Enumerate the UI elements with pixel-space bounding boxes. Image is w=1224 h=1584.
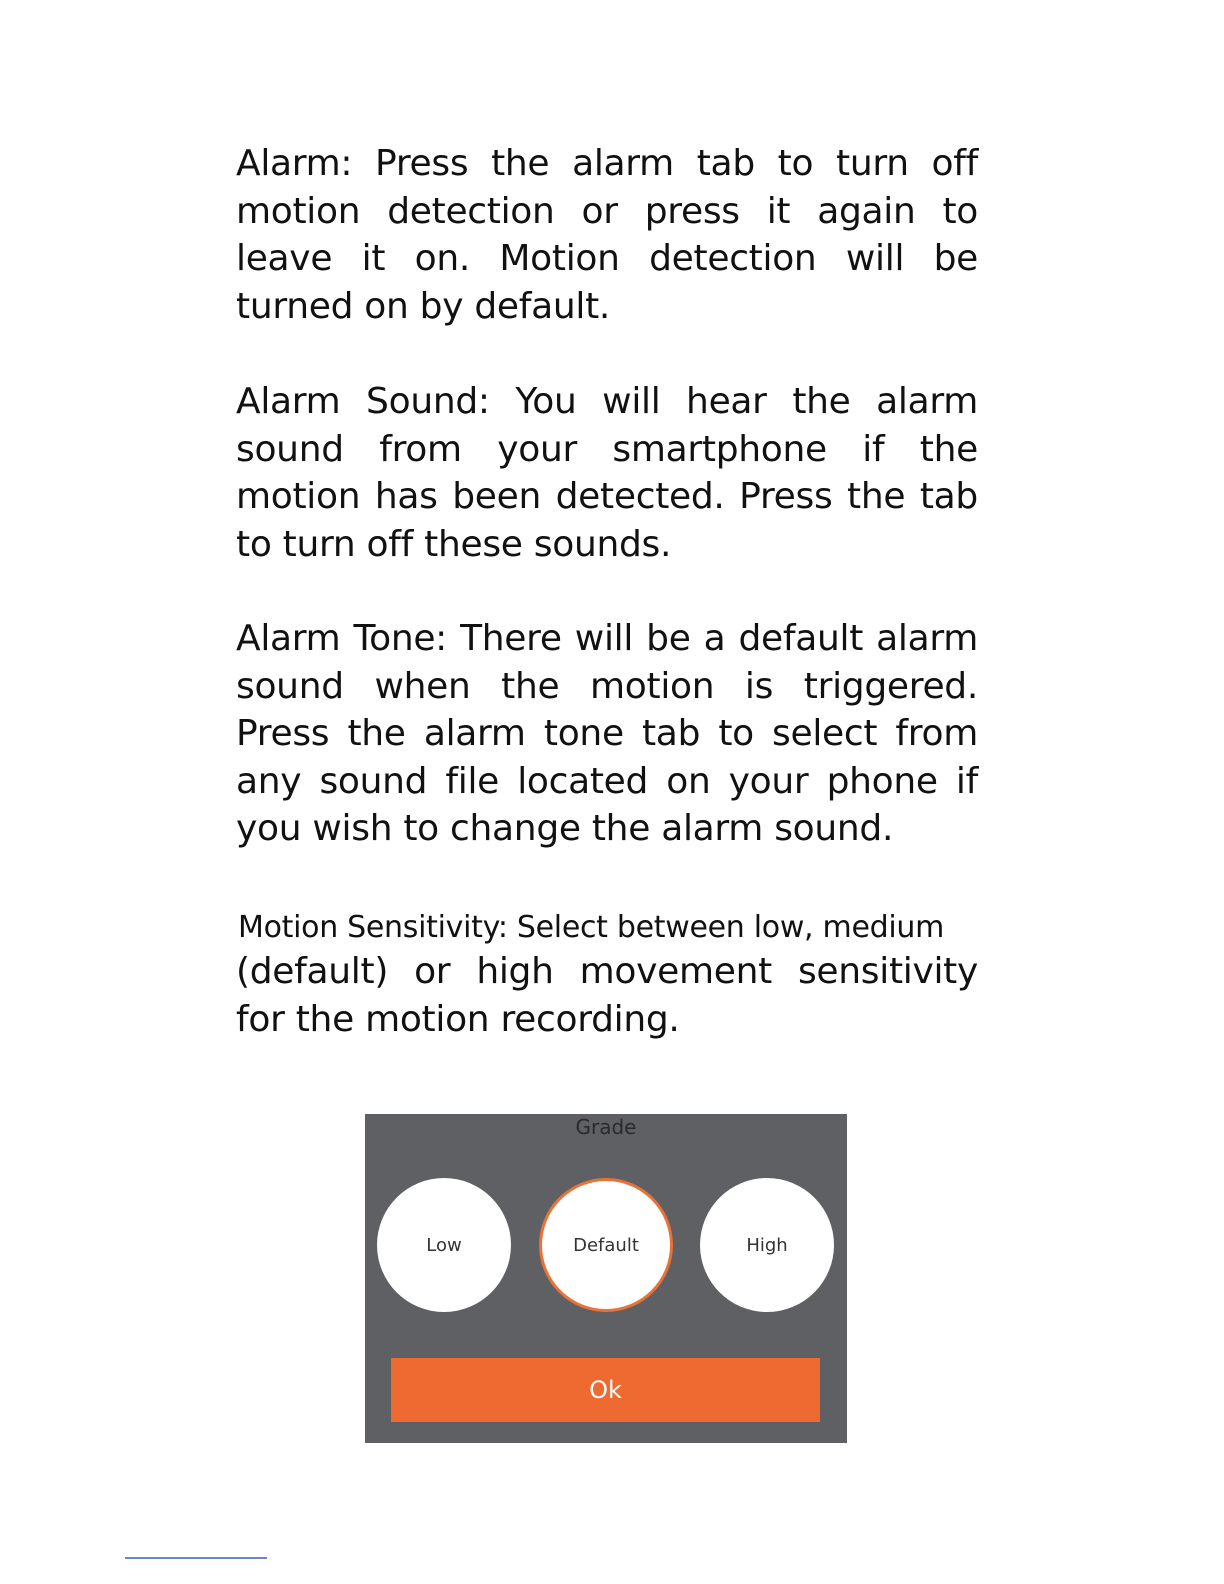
alarm-sound-paragraph: Alarm Sound: You will hear the alarm sound from your smartphone if the motion has been detected. Press the tab to turn off these sounds. [236, 381, 978, 565]
dialog-title: Grade [575, 1115, 637, 1139]
sensitivity-grade-dialog [365, 1114, 847, 1443]
motion-sensitivity-lead: Motion Sensitivity: Select between low, medium [238, 910, 945, 945]
option-low-button[interactable]: Low [377, 1178, 511, 1312]
option-default-button[interactable]: Default [539, 1178, 673, 1312]
ok-button[interactable]: Ok [391, 1358, 820, 1422]
option-high-button[interactable]: High [700, 1178, 834, 1312]
motion-sensitivity-rest: (default) or high movement sensitivity for the motion recording. [236, 951, 978, 1040]
motion-sensitivity-paragraph [236, 908, 978, 1043]
footer-divider [125, 1557, 267, 1559]
alarm-paragraph: Alarm: Press the alarm tab to turn off motion detection or press it again to leave it on. Motion detection will be turned on by default. [236, 143, 978, 327]
alarm-tone-paragraph: Alarm Tone: There will be a default alarm sound when the motion is triggered. Press the alarm tone tab to select from any sound file located on your phone if you wish to change the alarm sound. [236, 618, 978, 849]
